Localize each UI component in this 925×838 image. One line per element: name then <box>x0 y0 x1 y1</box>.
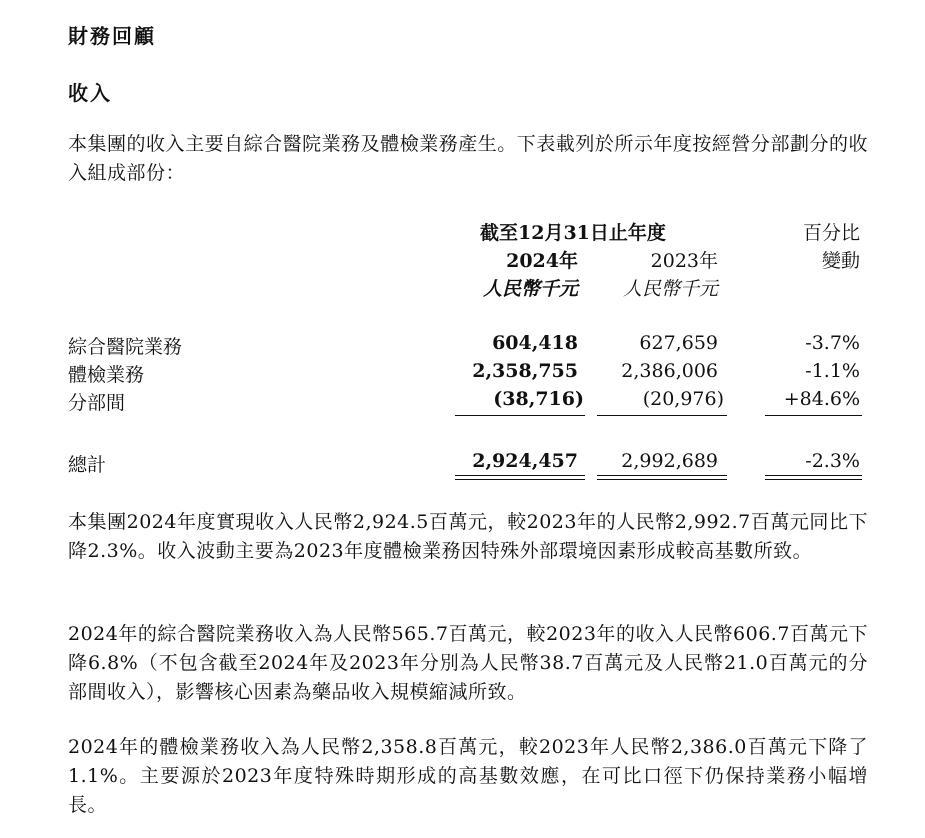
total-value-2023: 2,992,689 <box>621 450 718 472</box>
total-label: 總計 <box>68 454 107 476</box>
pct-header-line2: 變動 <box>821 250 860 272</box>
pct-header-line1: 百分比 <box>802 222 860 244</box>
row-label: 體檢業務 <box>68 364 145 386</box>
unit-2024: 人民幣千元 <box>482 278 578 300</box>
header-2023: 2023年 <box>650 250 718 272</box>
subtotal-rule-2023 <box>597 415 727 416</box>
row-pct: -1.1% <box>805 360 860 382</box>
total-double-rule-2024 <box>455 475 585 476</box>
paragraph-health-check-revenue: 2024年的體檢業務收入為人民幣2,358.8百萬元，較2023年人民幣2,386.0百萬元下降了1.1%。主要源於2023年度特殊時期形成的高基數效應，在可比口徑下仍保持業務小幅增長。 <box>68 736 868 816</box>
row-value-2024: (38,716) <box>493 388 584 410</box>
row-value-2023: (20,976) <box>642 388 724 410</box>
paragraph-total-revenue: 本集團2024年度實現收入人民幣2,924.5百萬元，較2023年的人民幣2,992.7百萬元同比下降2.3%。收入波動主要為2023年度體檢業務因特殊外部環境因素形成較高基數所致。 <box>68 511 868 562</box>
row-value-2023: 627,659 <box>639 332 718 354</box>
row-label: 分部間 <box>68 392 126 414</box>
unit-2023: 人民幣千元 <box>622 278 718 300</box>
subsection-title: 收入 <box>68 81 112 105</box>
row-pct: +84.6% <box>783 388 860 410</box>
subtotal-rule-2024 <box>455 415 585 416</box>
section-title: 財務回顧 <box>68 24 156 48</box>
period-header: 截至12月31日止年度 <box>480 222 666 244</box>
total-double-rule-2023 <box>597 475 727 476</box>
subtotal-rule-pct <box>765 415 862 416</box>
row-label: 綜合醫院業務 <box>68 336 183 358</box>
total-double-rule-2024 <box>455 479 585 480</box>
row-pct: -3.7% <box>805 332 860 354</box>
row-value-2023: 2,386,006 <box>621 360 718 382</box>
total-double-rule-2023 <box>597 479 727 480</box>
total-pct: -2.3% <box>805 450 860 472</box>
intro-paragraph: 本集團的收入主要自綜合醫院業務及體檢業務產生。下表載列於所示年度按經營分部劃分的收入組成部份： <box>68 133 868 184</box>
row-value-2024: 2,358,755 <box>472 360 578 382</box>
header-2024: 2024年 <box>506 250 578 272</box>
total-double-rule-pct <box>765 475 862 476</box>
total-value-2024: 2,924,457 <box>472 450 578 472</box>
paragraph-hospital-revenue: 2024年的綜合醫院業務收入為人民幣565.7百萬元，較2023年的收入人民幣606.7百萬元下降6.8%（不包含截至2024年及2023年分別為人民幣38.7百萬元及人民幣21.0百萬元的分部間收入），影響核心因素為藥品收入規模縮減所致。 <box>68 623 868 703</box>
row-value-2024: 604,418 <box>492 332 578 354</box>
total-double-rule-pct <box>765 479 862 480</box>
